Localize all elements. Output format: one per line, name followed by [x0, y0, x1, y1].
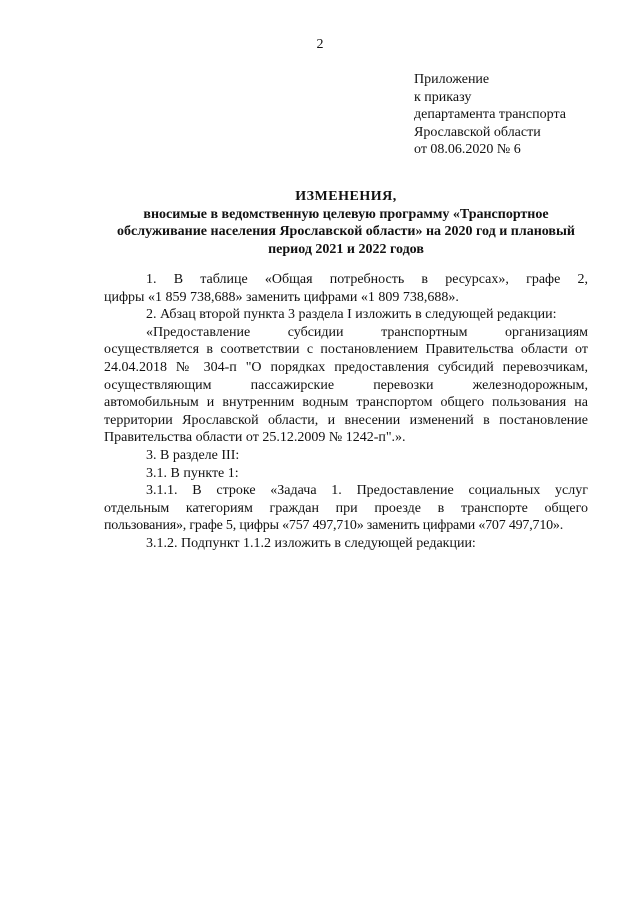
paragraph-line: Правительства области от 25.12.2009 № 1242-п".». — [104, 430, 406, 446]
appendix-block — [414, 71, 624, 159]
paragraph-5 — [104, 465, 588, 483]
appendix-line: департамента транспорта — [414, 107, 566, 122]
appendix-line: от 08.06.2020 № 6 — [414, 142, 521, 157]
page-number: 2 — [316, 37, 324, 52]
appendix-line: к приказу — [414, 89, 472, 105]
paragraph-3-quote — [104, 324, 588, 447]
document-heading — [104, 188, 588, 258]
paragraph-line: отдельным категориям граждан при проезде в транспорте общего — [104, 500, 588, 516]
appendix-line: Ярославской области — [414, 124, 541, 140]
paragraph-7 — [104, 535, 588, 553]
paragraph-line: 3.1.2. Подпункт 1.1.2 изложить в следующей редакции: — [146, 535, 476, 551]
heading-line: обслуживание населения Ярославской области» на 2020 год и плановый — [117, 224, 575, 239]
paragraph-line: 24.04.2018 № 304-п "О порядках предоставления субсидий перевозчикам, — [104, 359, 588, 375]
appendix-line: Приложение — [414, 72, 490, 87]
paragraph-line: 2. Абзац второй пункта 3 раздела I изложить в следующей редакции: — [146, 307, 557, 323]
paragraph-line: цифры «1 859 738,688» заменить цифрами «1 809 738,688». — [104, 289, 459, 305]
heading-line: вносимые в ведомственную целевую программу «Транспортное — [143, 206, 549, 222]
heading-title: ИЗМЕНЕНИЯ, — [295, 189, 397, 204]
paragraph-line: 1. В таблице «Общая потребность в ресурсах», графе 2, — [146, 272, 588, 287]
paragraph-4 — [104, 447, 588, 465]
paragraph-line: 3.1. В пункте 1: — [146, 465, 239, 481]
paragraph-1 — [104, 271, 588, 306]
paragraph-2 — [104, 306, 588, 324]
paragraph-line: пользования», графе 5, цифры «757 497,710» заменить цифрами «707 497,710». — [104, 518, 564, 534]
paragraph-line: осуществляющим пассажирские перевозки железнодорожным, — [104, 377, 588, 393]
paragraph-line: осуществляется в соответствии с постановлением Правительства области от — [104, 342, 588, 358]
heading-line: период 2021 и 2022 годов — [268, 241, 424, 257]
paragraph-line: автомобильным и внутренним водным транспортом общего пользования на — [104, 395, 588, 411]
paragraph-line: территории Ярославской области, и внесении изменений в постановление — [104, 412, 588, 428]
document-body — [104, 271, 588, 553]
paragraph-line: 3.1.1. В строке «Задача 1. Предоставление социальных услуг — [146, 483, 588, 499]
paragraph-line: 3. В разделе III: — [146, 447, 240, 463]
paragraph-line: «Предоставление субсидии транспортным организациям — [146, 324, 588, 340]
paragraph-6 — [104, 482, 588, 535]
